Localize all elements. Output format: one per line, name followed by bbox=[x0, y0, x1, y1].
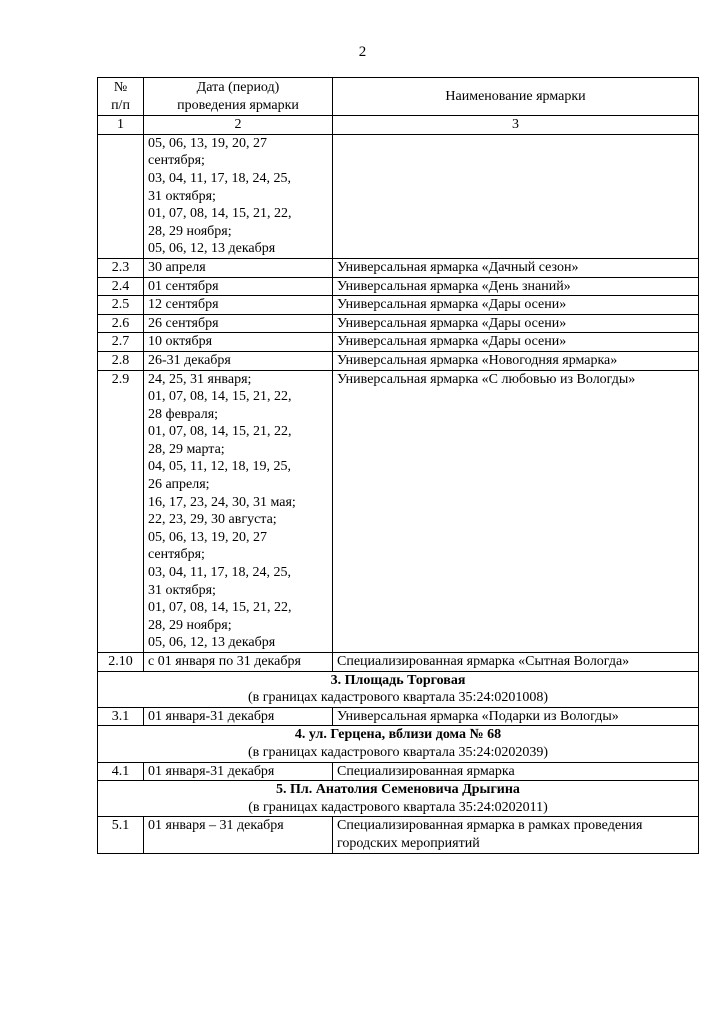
table-row bbox=[98, 134, 699, 258]
table-row bbox=[98, 277, 699, 296]
header-name: Наименование ярмарки bbox=[333, 78, 699, 116]
row-date: 30 апреля bbox=[144, 258, 333, 277]
header-date: Дата (период) проведения ярмарки bbox=[144, 78, 333, 116]
row-date: 01 января-31 декабря bbox=[144, 707, 333, 726]
section-title: 3. Площадь Торговая bbox=[330, 672, 466, 688]
row-date: 10 октября bbox=[144, 333, 333, 352]
row-num: 2.10 bbox=[98, 653, 144, 672]
section-header-row bbox=[98, 726, 699, 762]
section-header bbox=[98, 781, 699, 817]
row-name bbox=[333, 134, 699, 258]
fairs-table bbox=[97, 77, 699, 854]
row-num: 2.4 bbox=[98, 277, 144, 296]
row-name: Универсальная ярмарка «Дачный сезон» bbox=[333, 258, 699, 277]
row-num: 3.1 bbox=[98, 707, 144, 726]
row-name: Специализированная ярмарка bbox=[333, 762, 699, 781]
row-num: 5.1 bbox=[98, 817, 144, 853]
table-row bbox=[98, 351, 699, 370]
section-header-row bbox=[98, 671, 699, 707]
row-num: 2.3 bbox=[98, 258, 144, 277]
table-header-row bbox=[98, 78, 699, 116]
row-date: 01 сентября bbox=[144, 277, 333, 296]
row-num bbox=[98, 134, 144, 258]
row-name: Специализированная ярмарка «Сытная Вологда» bbox=[333, 653, 699, 672]
table-row bbox=[98, 314, 699, 333]
table-row bbox=[98, 707, 699, 726]
row-num: 4.1 bbox=[98, 762, 144, 781]
table-row bbox=[98, 258, 699, 277]
section-title: 5. Пл. Анатолия Семеновича Дрыгина bbox=[276, 782, 520, 798]
row-date: 01 января-31 декабря bbox=[144, 762, 333, 781]
section-header bbox=[98, 726, 699, 762]
row-name: Универсальная ярмарка «Подарки из Вологды» bbox=[333, 707, 699, 726]
section-header bbox=[98, 671, 699, 707]
row-num: 2.8 bbox=[98, 351, 144, 370]
column-number: 2 bbox=[144, 116, 333, 135]
row-name: Универсальная ярмарка «Дары осени» bbox=[333, 333, 699, 352]
table-row bbox=[98, 762, 699, 781]
table-row bbox=[98, 333, 699, 352]
row-name: Специализированная ярмарка в рамках проведения городских мероприятий bbox=[333, 817, 699, 853]
row-date: 01 января – 31 декабря bbox=[144, 817, 333, 853]
table-row bbox=[98, 370, 699, 653]
section-subtitle: (в границах кадастрового квартала 35:24:0201008) bbox=[248, 690, 548, 706]
column-numbers-row bbox=[98, 116, 699, 135]
row-date: 24, 25, 31 января; 01, 07, 08, 14, 15, 21, 22, 28 февраля; 01, 07, 08, 14, 15, 21, 22, 28, 29 марта; 04, 05, 11, 12, 18, 19, 25, 26 апреля; 16, 17, 23, 24, 30, 31 мая; 22, 23, 29, 30 августа; 05, 06, 13, 19, 20, 27 сентября; 03, 04, 11, 17, 18, 24, 25, 31 октября; 01, 07, 08, 14, 15, 21, 22, 28, 29 ноября; 05, 06, 12, 13 декабря bbox=[144, 370, 333, 653]
row-date: с 01 января по 31 декабря bbox=[144, 653, 333, 672]
header-num: № п/п bbox=[98, 78, 144, 116]
section-subtitle: (в границах кадастрового квартала 35:24:0202011) bbox=[248, 799, 548, 815]
row-num: 2.6 bbox=[98, 314, 144, 333]
section-title: 4. ул. Герцена, вблизи дома № 68 bbox=[294, 727, 502, 743]
row-name: Универсальная ярмарка «День знаний» bbox=[333, 277, 699, 296]
table-row bbox=[98, 817, 699, 853]
table-row bbox=[98, 296, 699, 315]
row-num: 2.7 bbox=[98, 333, 144, 352]
row-date: 12 сентября bbox=[144, 296, 333, 315]
row-name: Универсальная ярмарка «С любовью из Вологды» bbox=[333, 370, 699, 653]
page-number: 2 bbox=[358, 44, 367, 60]
section-header-row bbox=[98, 781, 699, 817]
table-row bbox=[98, 653, 699, 672]
section-subtitle: (в границах кадастрового квартала 35:24:0202039) bbox=[248, 744, 548, 760]
row-name: Универсальная ярмарка «Новогодняя ярмарка» bbox=[333, 351, 699, 370]
row-date: 26 сентября bbox=[144, 314, 333, 333]
column-number: 3 bbox=[333, 116, 699, 135]
row-num: 2.9 bbox=[98, 370, 144, 653]
column-number: 1 bbox=[98, 116, 144, 135]
row-name: Универсальная ярмарка «Дары осени» bbox=[333, 296, 699, 315]
row-date: 05, 06, 13, 19, 20, 27 сентября; 03, 04, 11, 17, 18, 24, 25, 31 октября; 01, 07, 08, 14, 15, 21, 22, 28, 29 ноября; 05, 06, 12, 13 декабря bbox=[144, 134, 333, 258]
row-date: 26-31 декабря bbox=[144, 351, 333, 370]
row-num: 2.5 bbox=[98, 296, 144, 315]
row-name: Универсальная ярмарка «Дары осени» bbox=[333, 314, 699, 333]
